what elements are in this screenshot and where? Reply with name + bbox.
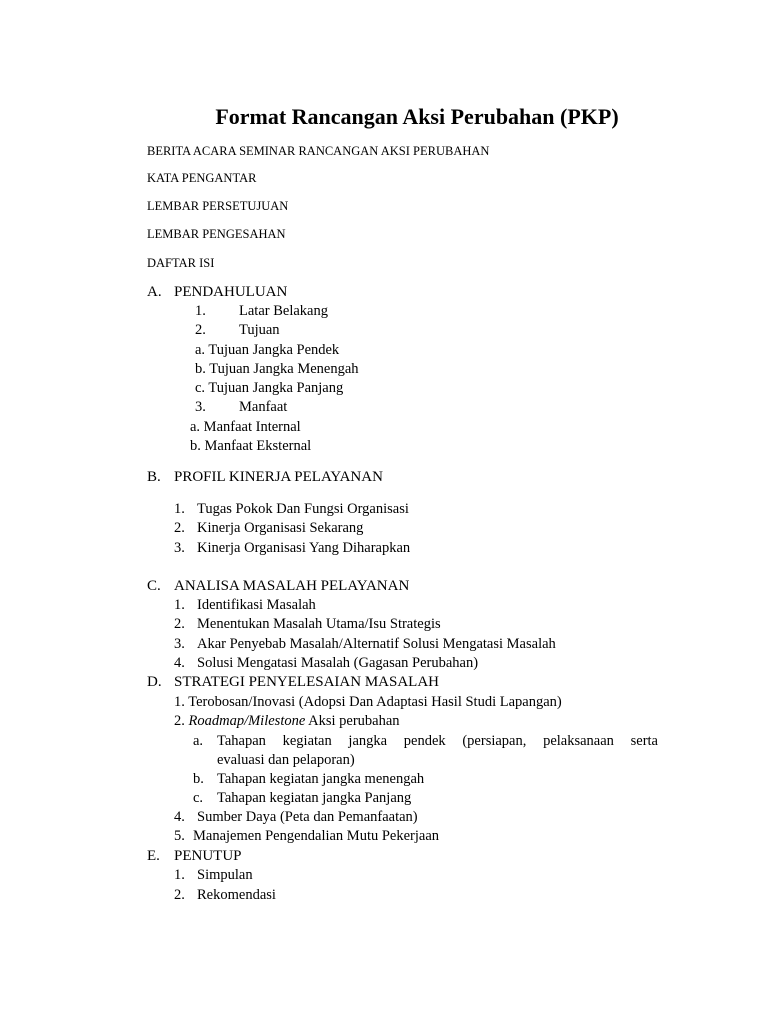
- sub-item: Tahapan kegiatan jangka Panjang: [217, 790, 412, 806]
- list-number: 2.: [174, 713, 185, 729]
- list-item: Tujuan: [239, 322, 280, 338]
- list-number: 2.: [174, 887, 185, 903]
- list-item: 1. Terobosan/Inovasi (Adopsi Dan Adaptasi Hasil Studi Lapangan): [174, 694, 562, 710]
- list-item: Identifikasi Masalah: [197, 597, 316, 613]
- list-number: 1.: [195, 303, 206, 319]
- front-matter-item: BERITA ACARA SEMINAR RANCANGAN AKSI PERUBAHAN: [147, 144, 490, 158]
- list-item: Kinerja Organisasi Sekarang: [197, 520, 364, 536]
- list-number: 5.: [174, 828, 185, 844]
- list-number: 2.: [195, 322, 206, 338]
- list-number: 1.: [174, 867, 185, 883]
- list-item: Rekomendasi: [197, 887, 276, 903]
- list-item: Menentukan Masalah Utama/Isu Strategis: [197, 616, 441, 632]
- list-item: b. Tujuan Jangka Menengah: [195, 361, 359, 377]
- list-number: 2.: [174, 616, 185, 632]
- sub-letter: b.: [193, 771, 204, 787]
- list-item: c. Tujuan Jangka Panjang: [195, 380, 344, 396]
- list-item: a. Manfaat Internal: [190, 419, 301, 435]
- list-number: 3.: [195, 399, 206, 415]
- list-number: 3.: [174, 636, 185, 652]
- section-letter: B.: [147, 469, 161, 485]
- section-letter: A.: [147, 284, 162, 300]
- section-heading: STRATEGI PENYELESAIAN MASALAH: [174, 674, 439, 690]
- sub-item: Tahapan kegiatan jangka pendek (persiapan, pelaksanaan serta: [217, 733, 658, 749]
- sub-letter: c.: [193, 790, 204, 806]
- front-matter-item: KATA PENGANTAR: [147, 171, 257, 185]
- list-item: Latar Belakang: [239, 303, 328, 319]
- page-title: Format Rancangan Aksi Perubahan (PKP): [215, 104, 619, 129]
- list-item: Manajemen Pengendalian Mutu Pekerjaan: [193, 828, 440, 844]
- list-item: a. Tujuan Jangka Pendek: [195, 342, 340, 358]
- list-item: Sumber Daya (Peta dan Pemanfaatan): [197, 809, 418, 825]
- list-number: 2.: [174, 520, 185, 536]
- section-letter: C.: [147, 578, 161, 594]
- list-item: Tugas Pokok Dan Fungsi Organisasi: [197, 501, 409, 517]
- list-item: b. Manfaat Eksternal: [190, 438, 312, 454]
- sub-item: Tahapan kegiatan jangka menengah: [217, 771, 425, 787]
- list-item: Akar Penyebab Masalah/Alternatif Solusi Mengatasi Masalah: [197, 636, 556, 652]
- list-item: Simpulan: [197, 867, 253, 883]
- list-item: Manfaat: [239, 399, 288, 415]
- sub-item-continuation: evaluasi dan pelaporan): [217, 752, 355, 768]
- front-matter-item: LEMBAR PENGESAHAN: [147, 227, 286, 241]
- front-matter-item: DAFTAR ISI: [147, 256, 215, 270]
- list-item-rest: Aksi perubahan: [308, 713, 400, 729]
- roadmap-milestone-text: Roadmap/Milestone: [188, 713, 306, 729]
- section-heading: PENUTUP: [174, 848, 242, 864]
- section-heading: ANALISA MASALAH PELAYANAN: [174, 578, 410, 594]
- list-number: 4.: [174, 809, 185, 825]
- list-number: 1.: [174, 597, 185, 613]
- section-letter: D.: [147, 674, 162, 690]
- sub-letter: a.: [193, 733, 204, 749]
- section-heading: PENDAHULUAN: [174, 284, 288, 300]
- front-matter-item: LEMBAR PERSETUJUAN: [147, 199, 289, 213]
- list-number: 1.: [174, 501, 185, 517]
- list-item: [174, 712, 400, 731]
- list-number: 4.: [174, 655, 185, 671]
- list-item: Solusi Mengatasi Masalah (Gagasan Perubahan): [197, 655, 479, 671]
- section-heading: PROFIL KINERJA PELAYANAN: [174, 469, 383, 485]
- list-number: 3.: [174, 540, 185, 556]
- list-item: Kinerja Organisasi Yang Diharapkan: [197, 540, 411, 556]
- section-letter: E.: [147, 848, 160, 864]
